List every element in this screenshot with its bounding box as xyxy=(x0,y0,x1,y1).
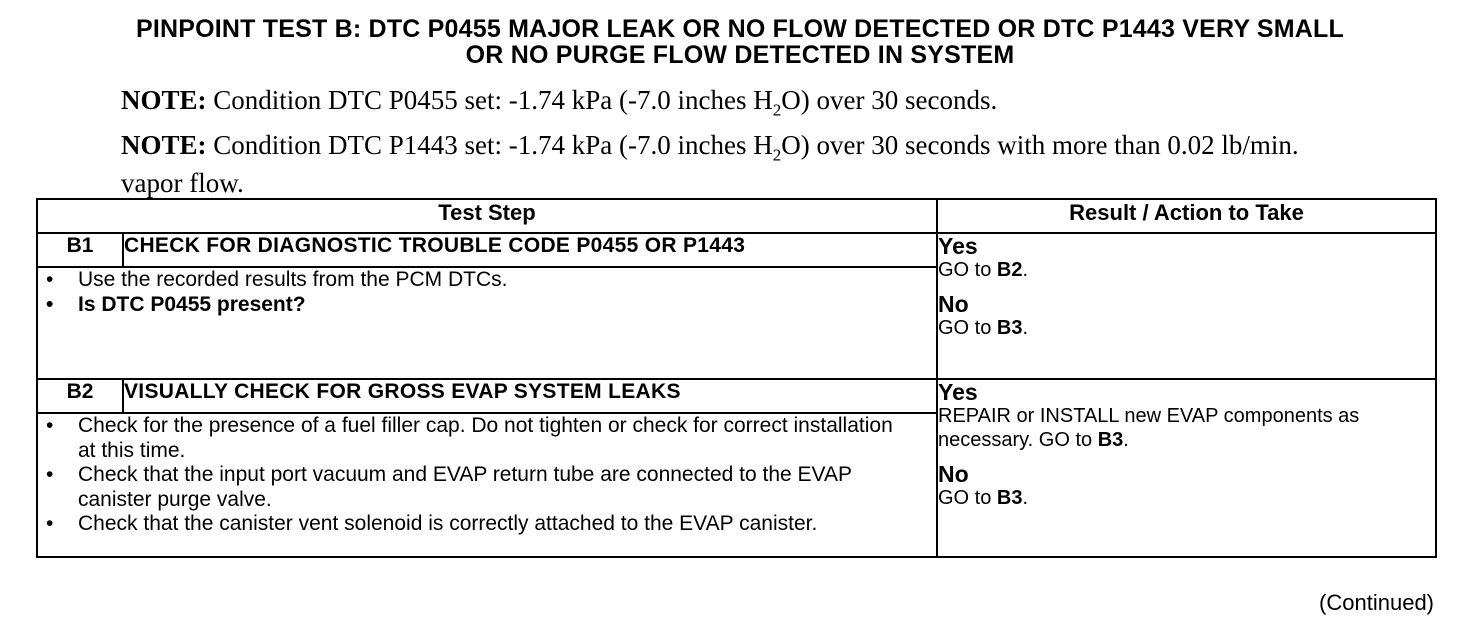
list-item: • Check that the canister vent solenoid is correctly attached to the EVAP canister. xyxy=(38,512,896,537)
action-text: GO to xyxy=(938,487,997,509)
step-body-b2 xyxy=(37,413,937,557)
action-suffix: . xyxy=(1022,259,1029,281)
result-cell-b1 xyxy=(937,233,1436,379)
result-yes-b1 xyxy=(938,234,1435,282)
step-body-b1 xyxy=(37,267,937,379)
result-answer: Yes xyxy=(938,379,978,405)
result-header: Result / Action to Take xyxy=(937,199,1436,233)
result-no-b1 xyxy=(938,292,1435,340)
note-label: NOTE: xyxy=(121,130,207,160)
test-step-header: Test Step xyxy=(37,199,937,233)
title-line-1: PINPOINT TEST B: DTC P0455 MAJOR LEAK OR NO FLOW DETECTED OR DTC P1443 VERY SMALL xyxy=(135,15,1344,43)
action-text: REPAIR or INSTALL new EVAP components as necessary. GO to xyxy=(938,405,1360,451)
result-no-b2 xyxy=(938,462,1435,510)
continued-label: (Continued) xyxy=(1319,590,1434,615)
note-subscript: 2 xyxy=(772,145,782,165)
result-action xyxy=(938,486,1435,510)
result-yes-b2 xyxy=(938,380,1435,452)
step-title-b2: VISUALLY CHECK FOR GROSS EVAP SYSTEM LEAKS xyxy=(123,379,937,413)
goto-target: B3 xyxy=(996,317,1023,339)
step-title-row-b2 xyxy=(37,379,1436,413)
note-text: Condition DTC P0455 set: -1.74 kPa (-7.0 inches H xyxy=(206,85,773,115)
note-text-end: O) over 30 seconds. xyxy=(781,85,998,115)
action-suffix: . xyxy=(1022,487,1029,509)
result-action xyxy=(938,316,1435,340)
step-bullets-b2 xyxy=(38,414,896,537)
action-suffix: . xyxy=(1022,317,1029,339)
note-text-end: O) over 30 seconds with more than 0.02 lb/min. vapor flow. xyxy=(121,130,1299,199)
note-subscript: 2 xyxy=(772,100,782,120)
result-cell-b2 xyxy=(937,379,1436,557)
step-title-row-b1 xyxy=(37,233,1436,267)
goto-target: B3 xyxy=(1097,429,1124,451)
list-item: • Is DTC P0455 present? xyxy=(38,293,936,318)
page-title xyxy=(40,16,1440,68)
note-label: NOTE: xyxy=(121,85,207,115)
goto-target: B2 xyxy=(996,259,1023,281)
result-action xyxy=(938,258,1435,282)
step-id-b1: B1 xyxy=(37,233,123,267)
result-action xyxy=(938,404,1378,452)
action-suffix: . xyxy=(1123,429,1129,451)
step-bullets-b1 xyxy=(38,268,936,317)
action-text: GO to xyxy=(938,317,997,339)
note-text: Condition DTC P1443 set: -1.74 kPa (-7.0 inches H xyxy=(206,130,773,160)
list-item: • Check that the input port vacuum and EVAP return tube are connected to the EVAP canister purge valve. xyxy=(38,463,896,512)
step-id-b2: B2 xyxy=(37,379,123,413)
note-p1443 xyxy=(121,131,1301,198)
step-title-b1: CHECK FOR DIAGNOSTIC TROUBLE CODE P0455 OR P1443 xyxy=(123,233,937,267)
goto-target: B3 xyxy=(996,487,1023,509)
list-item: • Check for the presence of a fuel filler cap. Do not tighten or check for correct installation at this time. xyxy=(38,414,896,463)
action-text: GO to xyxy=(938,259,997,281)
note-p0455 xyxy=(121,86,997,124)
result-answer: No xyxy=(938,291,969,317)
title-line-2: OR NO PURGE FLOW DETECTED IN SYSTEM xyxy=(465,41,1015,69)
pinpoint-test-table xyxy=(36,198,1437,558)
result-answer: No xyxy=(938,461,969,487)
result-answer: Yes xyxy=(938,233,978,259)
list-item: • Use the recorded results from the PCM DTCs. xyxy=(38,268,936,293)
table-header-row xyxy=(37,199,1436,233)
